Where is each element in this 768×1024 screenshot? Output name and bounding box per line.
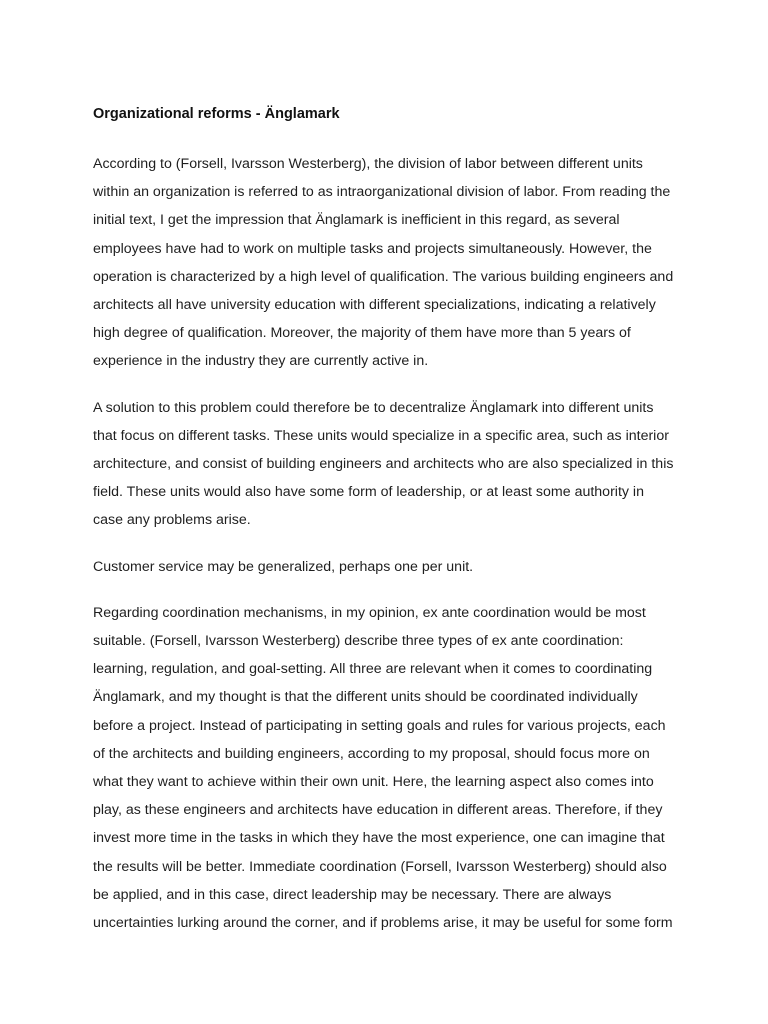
text-line: initial text, I get the impression that Änglamark is inefficient in this regard, as several: [93, 212, 620, 229]
text-line: architecture, and consist of building engineers and architects who are also specialized in this: [93, 456, 674, 473]
text-line: operation is characterized by a high level of qualification. The various building engineers and: [93, 268, 674, 285]
paragraph-coordination: [93, 599, 678, 937]
paragraph-intro: [93, 150, 678, 376]
text-line: play, as these engineers and architects have education in different areas. Therefore, if they: [93, 802, 663, 819]
text-line: Customer service may be generalized, perhaps one per unit.: [93, 558, 474, 575]
document-title: Organizational reforms - Änglamark: [93, 106, 340, 122]
text-line: of the architects and building engineers, according to my proposal, should focus more on: [93, 745, 650, 762]
text-line: within an organization is referred to as intraorganizational division of labor. From reading the: [93, 184, 671, 201]
text-line: that focus on different tasks. These units would specialize in a specific area, such as interior: [93, 427, 669, 444]
text-line: learning, regulation, and goal-setting. All three are relevant when it comes to coordinating: [93, 661, 653, 678]
text-line: According to (Forsell, Ivarsson Westerberg), the division of labor between different units: [93, 156, 643, 172]
text-line: what they want to achieve within their own unit. Here, the learning aspect also comes into: [93, 774, 654, 791]
text-line: employees have had to work on multiple tasks and projects simultaneously. However, the: [93, 240, 652, 257]
document-page: [93, 104, 678, 955]
text-line: experience in the industry they are currently active in.: [93, 353, 429, 370]
text-line: A solution to this problem could therefore be to decentralize Änglamark into different units: [93, 399, 654, 416]
text-line: Regarding coordination mechanisms, in my opinion, ex ante coordination would be most: [93, 604, 646, 621]
paragraph-solution: [93, 394, 678, 535]
text-line: invest more time in the tasks in which they have the most experience, one can imagine that: [93, 830, 665, 847]
text-line: case any problems arise.: [93, 512, 251, 529]
text-line: architects all have university education with different specializations, indicating a relatively: [93, 297, 656, 314]
text-line: the results will be better. Immediate coordination (Forsell, Ivarsson Westerberg) should also: [93, 858, 667, 875]
text-line: field. These units would also have some form of leadership, or at least some authority in: [93, 484, 644, 501]
text-line: uncertainties lurking around the corner, and if problems arise, it may be useful for some form: [93, 915, 673, 932]
paragraph-customer-service: [93, 553, 678, 581]
text-line: Änglamark, and my thought is that the different units should be coordinated individually: [93, 689, 638, 706]
text-line: before a project. Instead of participating in setting goals and rules for various projects, each: [93, 717, 666, 734]
text-line: be applied, and in this case, direct leadership may be necessary. There are always: [93, 886, 612, 903]
text-line: suitable. (Forsell, Ivarsson Westerberg) describe three types of ex ante coordination:: [93, 633, 624, 650]
text-line: high degree of qualification. Moreover, the majority of them have more than 5 years of: [93, 325, 631, 342]
